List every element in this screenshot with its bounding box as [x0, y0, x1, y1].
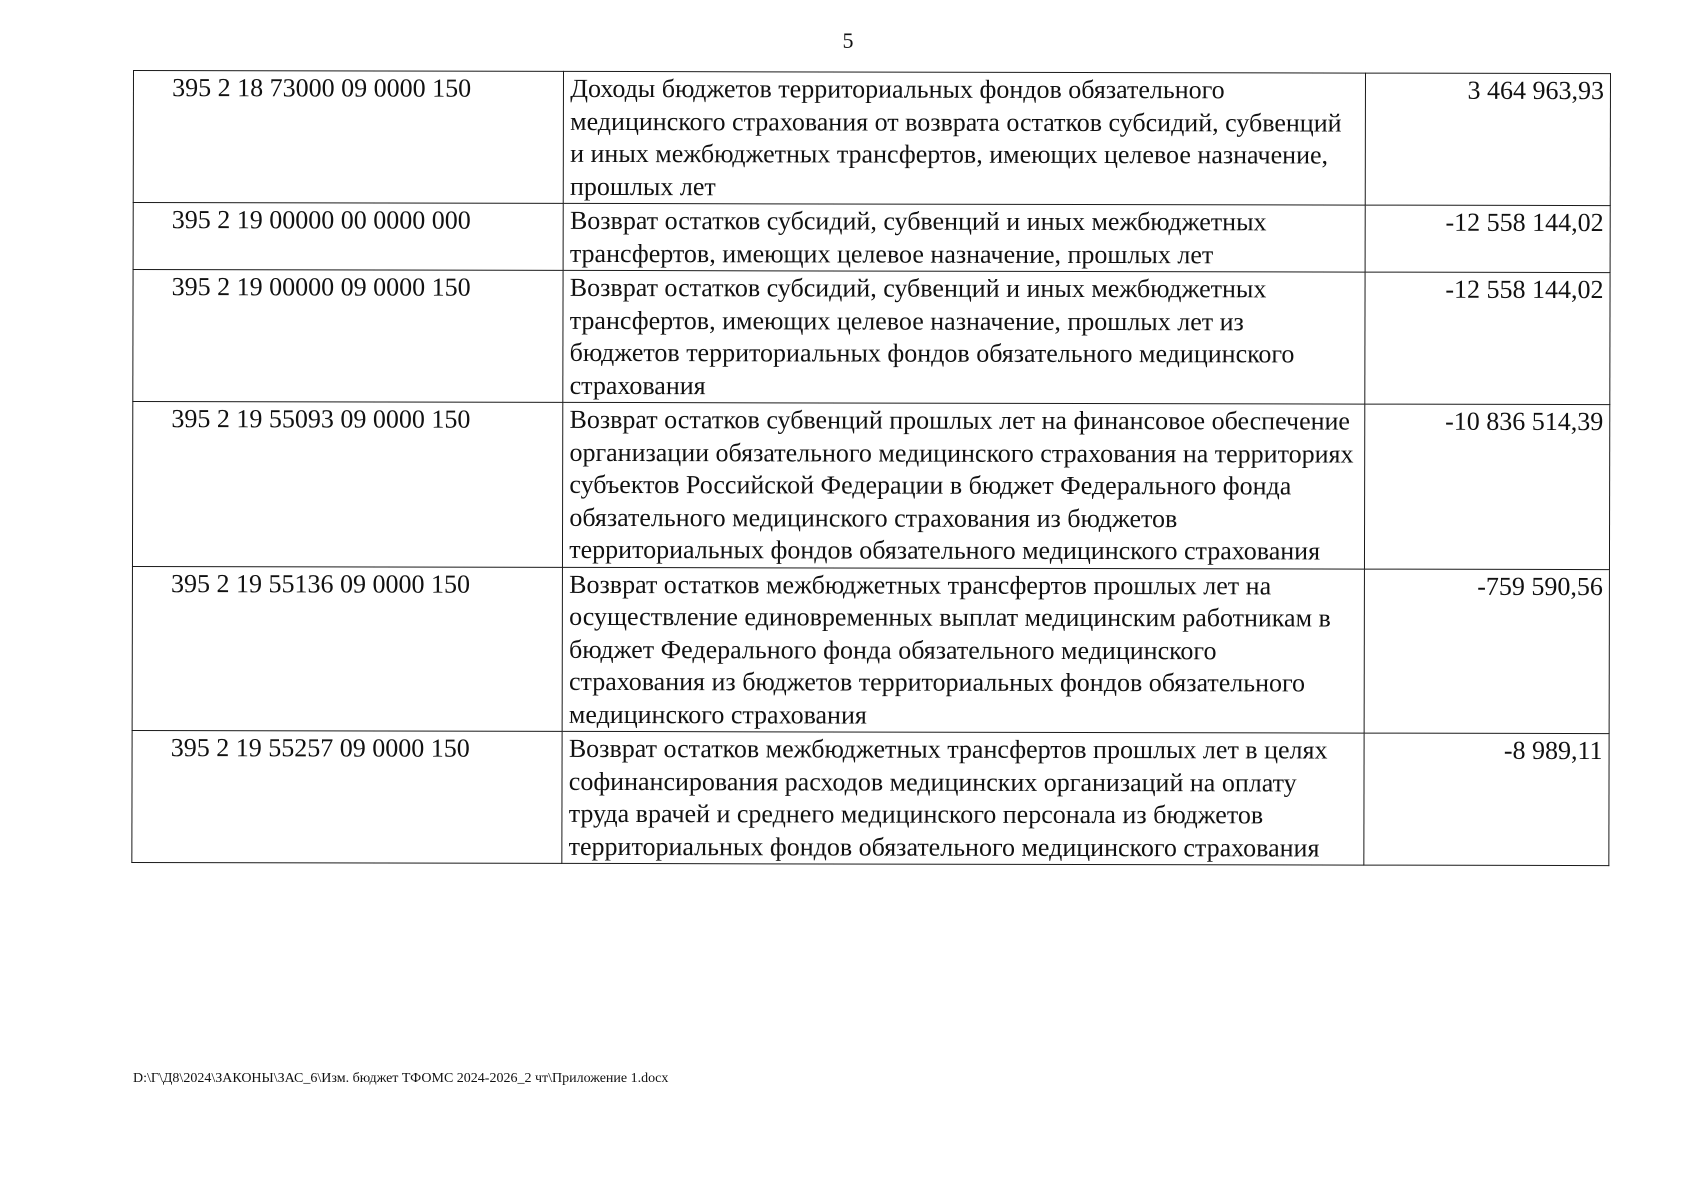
budget-table — [131, 70, 1611, 866]
description-cell: Возврат остатков межбюджетных трансфертов прошлых лет на осуществление единовременных выплат медицинским работникам в бюджет Федерального фонда обязательного медицинского страхования из бюджетов территориальных фондов обязательного медицинского страхования — [562, 567, 1364, 733]
description-cell: Возврат остатков межбюджетных трансфертов прошлых лет в целях софинансирования расходов медицинских организаций на оплату труда врачей и среднего медицинского персонала из бюджетов территориальных фондов обязательного медицинского страхования — [562, 731, 1364, 865]
table-row — [133, 270, 1610, 405]
amount-cell: -8 989,11 — [1364, 733, 1609, 866]
table-row — [132, 566, 1609, 734]
amount-cell: -12 558 144,02 — [1365, 205, 1610, 273]
budget-code-cell: 395 2 19 00000 09 0000 150 — [133, 270, 564, 403]
budget-code-cell: 395 2 19 55257 09 0000 150 — [132, 730, 563, 863]
description-cell: Возврат остатков субвенций прошлых лет на финансовое обеспечение организации обязательного медицинского страхования на территориях субъектов Российской Федерации в бюджет Федерального фонда обязательного медицинского страхования из бюджетов территориальных фондов обязательного медицинского страхования — [563, 402, 1365, 568]
page-number: 5 — [842, 28, 854, 53]
file-path-footer: D:\Г\Д8\2024\ЗАКОНЫ\ЗАС_6\Изм. бюджет ТФОМС 2024-2026_2 чт\Приложение 1.docx — [133, 1071, 669, 1086]
description-cell: Доходы бюджетов территориальных фондов обязательного медицинского страхования от возврата остатков субсидий, субвенций и иных межбюджетных трансфертов, имеющих целевое назначение, прошлых лет — [564, 71, 1366, 205]
amount-cell: -759 590,56 — [1364, 569, 1610, 734]
table-row — [133, 71, 1610, 206]
amount-cell: -10 836 514,39 — [1364, 404, 1610, 569]
table-row — [132, 402, 1609, 570]
table-row — [133, 203, 1610, 273]
budget-code-cell: 395 2 18 73000 09 0000 150 — [133, 71, 564, 204]
amount-cell: 3 464 963,93 — [1365, 73, 1610, 206]
description-cell: Возврат остатков субсидий, субвенций и иных межбюджетных трансфертов, имеющих целевое назначение, прошлых лет из бюджетов территориальных фондов обязательного медицинского страхования — [563, 270, 1365, 404]
budget-code-cell: 395 2 19 00000 00 0000 000 — [133, 203, 563, 271]
budget-code-cell: 395 2 19 55136 09 0000 150 — [132, 566, 563, 731]
amount-cell: -12 558 144,02 — [1365, 272, 1610, 405]
table-row — [132, 730, 1609, 865]
budget-code-cell: 395 2 19 55093 09 0000 150 — [132, 402, 563, 567]
description-cell: Возврат остатков субсидий, субвенций и иных межбюджетных трансфертов, имеющих целевое назначение, прошлых лет — [563, 203, 1365, 272]
